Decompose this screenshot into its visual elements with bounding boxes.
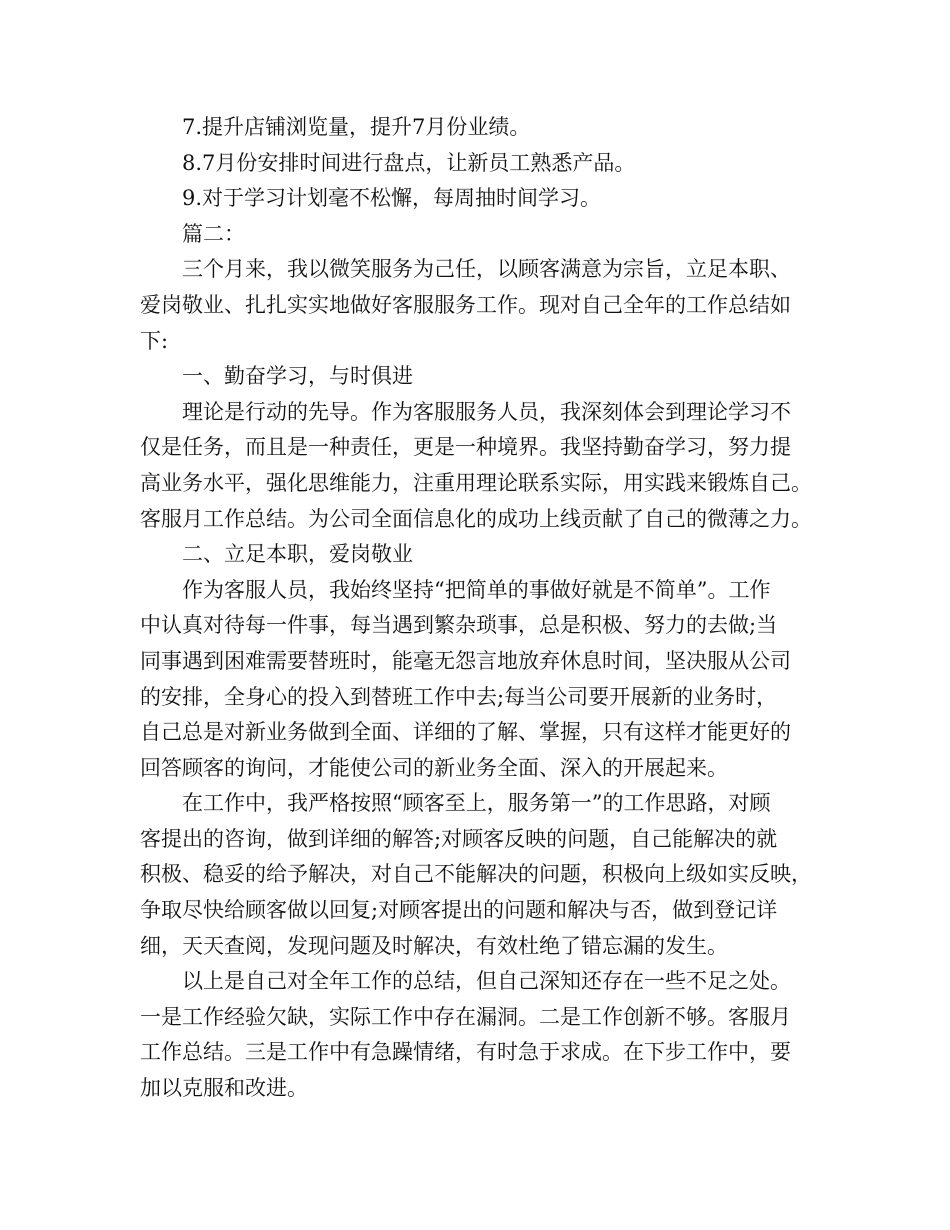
text-line: 7.提升店铺浏览量，提升7月份业绩。	[182, 115, 531, 139]
text-line: 中认真对待每一件事，每当遇到繁杂琐事，总是积极、努力的去做;当	[140, 613, 778, 638]
text-line: 一是工作经验欠缺，实际工作中存在漏洞。二是工作创新不够。客服月	[140, 1004, 791, 1029]
text-line: 一、勤奋学习，与时俱进	[182, 364, 413, 389]
text-line: 回答顾客的询问，才能使公司的新业务全面、深入的开展起来。	[140, 755, 728, 780]
text-line: 仅是任务，而且是一种责任，更是一种境界。我坚持勤奋学习，努力提	[140, 435, 791, 460]
text-line: 三个月来，我以微笑服务为己任，以顾客满意为宗旨，立足本职、	[182, 257, 791, 282]
text-line: 以上是自己对全年工作的总结，但自己深知还存在一些不足之处。	[182, 969, 791, 994]
text-line: 工作总结。三是工作中有急躁情绪，有时急于求成。在下步工作中，要	[140, 1040, 791, 1065]
text-line: 篇二：	[182, 221, 245, 246]
text-line: 客服月工作总结。为公司全面信息化的成功上线贡献了自己的微薄之力。	[140, 506, 812, 531]
text-line: 同事遇到困难需要替班时，能毫无怨言地放弃休息时间，坚决服从公司	[140, 648, 791, 673]
text-line: 9.对于学习计划毫不松懈，每周抽时间学习。	[182, 186, 602, 211]
text-line: 二、立足本职，爱岗敬业	[182, 542, 413, 567]
document-body	[140, 110, 820, 1107]
text-line: 客提出的咨询，做到详细的解答;对顾客反映的问题，自己能解决的就	[140, 826, 778, 851]
text-line: 细，天天查阅，发现问题及时解决，有效杜绝了错忘漏的发生。	[140, 933, 728, 958]
text-line: 作为客服人员，我始终坚持“把简单的事做好就是不简单”。工作	[182, 577, 771, 602]
text-line: 的安排，全身心的投入到替班工作中去;每当公司要开展新的业务时，	[140, 684, 778, 709]
text-line: 爱岗敬业、扎扎实实地做好客服服务工作。现对自己全年的工作总结如	[140, 292, 791, 317]
text-line: 8.7月份安排时间进行盘点，让新员工熟悉产品。	[182, 150, 636, 175]
text-line: 高业务水平，强化思维能力，注重用理论联系实际，用实践来锻炼自己。	[140, 470, 812, 495]
text-line: 理论是行动的先导。作为客服服务人员，我深刻体会到理论学习不	[182, 399, 791, 424]
text-line: 下:	[140, 328, 169, 353]
text-line: 加以克服和改进。	[140, 1076, 308, 1101]
text-line: 争取尽快给顾客做以回复;对顾客提出的问题和解决与否，做到登记详	[140, 898, 778, 923]
text-line: 积极、稳妥的给予解决，对自己不能解决的问题，积极向上级如实反映，	[140, 862, 812, 887]
text-line: 在工作中，我严格按照“顾客至上，服务第一”的工作思路，对顾	[182, 791, 771, 816]
text-line: 自己总是对新业务做到全面、详细的了解、掌握，只有这样才能更好的	[140, 720, 791, 745]
